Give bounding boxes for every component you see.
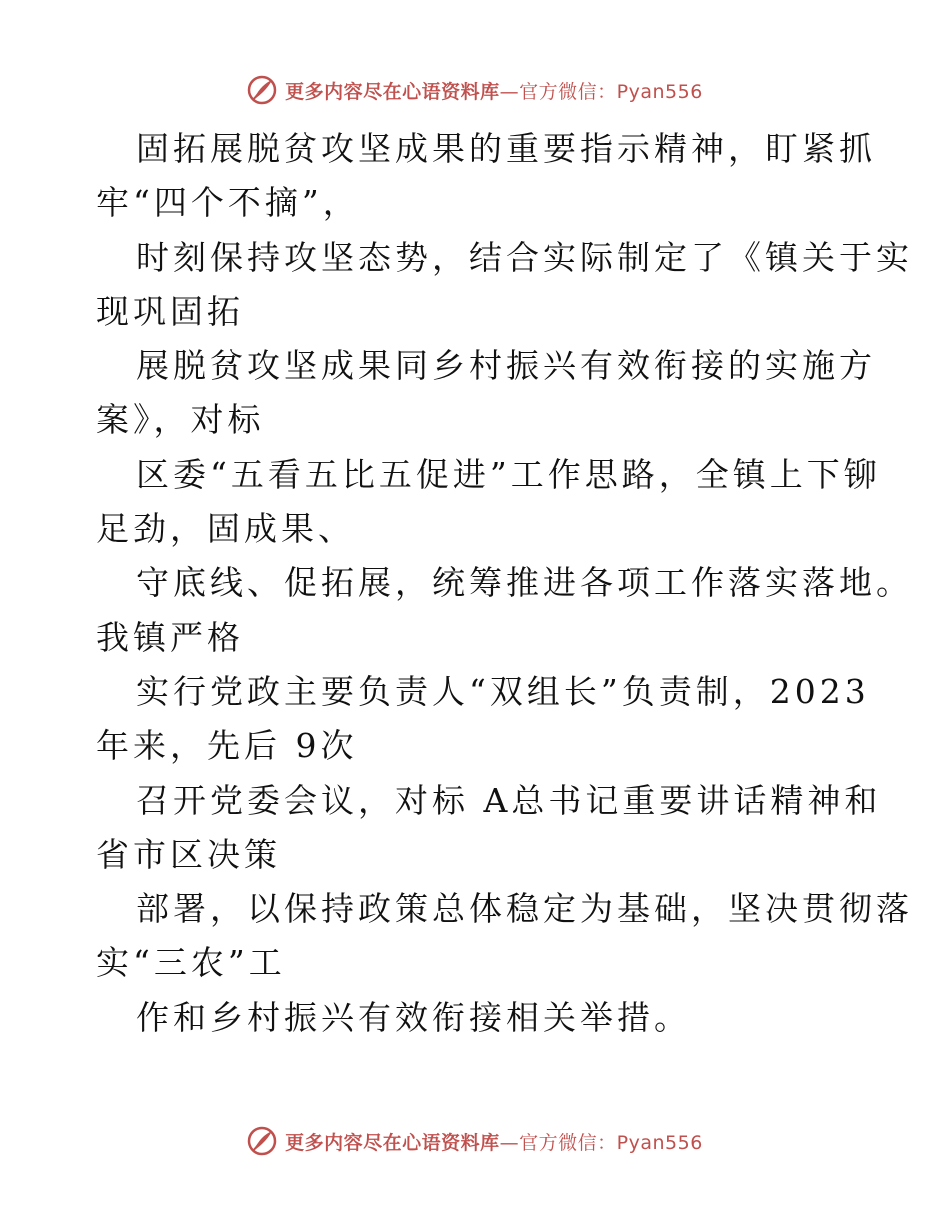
watermark-separator: — xyxy=(499,1131,520,1154)
text-line: 固拓展脱贫攻坚成果的重要指示精神，盯紧抓 xyxy=(136,129,876,168)
text-line: 我镇严格 xyxy=(96,617,244,657)
footer-watermark xyxy=(0,1121,950,1161)
text-line: 区委“五看五比五促进”工作思路，全镇上下铆 xyxy=(136,454,881,494)
text-line: 现巩固拓 xyxy=(96,291,244,331)
document-body xyxy=(96,122,913,1045)
text-line: 足劲，固成果、 xyxy=(96,509,355,549)
watermark-wechat: 官方微信：Pyan556 xyxy=(519,1131,703,1154)
watermark-separator: — xyxy=(499,80,520,103)
text-line: 召开党委会议，对标 A总书记重要讲话精神和 xyxy=(136,780,882,820)
watermark-wechat: 官方微信：Pyan556 xyxy=(519,80,703,103)
quill-logo-icon xyxy=(247,75,277,105)
watermark-main: 更多内容尽在心语资料库 xyxy=(285,1131,500,1154)
quill-logo-icon xyxy=(247,1126,277,1156)
text-line: 时刻保持攻坚态势，结合实际制定了《镇关于实 xyxy=(136,237,913,277)
text-line: 实行党政主要负责人“双组长”负责制，2023 xyxy=(136,671,870,711)
text-line: 实“三农”工 xyxy=(96,943,286,983)
watermark-text xyxy=(285,1128,703,1155)
watermark-text xyxy=(285,77,703,104)
watermark-main: 更多内容尽在心语资料库 xyxy=(285,80,500,103)
text-line: 牢“四个不摘”， xyxy=(96,183,360,223)
header-watermark xyxy=(0,70,950,110)
text-line: 案》，对标 xyxy=(96,400,265,440)
text-line: 守底线、促拓展，统筹推进各项工作落实落地。 xyxy=(136,563,913,603)
text-line: 省市区决策 xyxy=(96,834,281,874)
text-line: 年来，先后 9次 xyxy=(96,726,358,766)
text-line: 部署，以保持政策总体稳定为基础，坚决贯彻落 xyxy=(136,889,913,929)
text-line: 展脱贫攻坚成果同乡村振兴有效衔接的实施方 xyxy=(136,346,876,386)
text-line: 作和乡村振兴有效衔接相关举措。 xyxy=(136,997,691,1037)
